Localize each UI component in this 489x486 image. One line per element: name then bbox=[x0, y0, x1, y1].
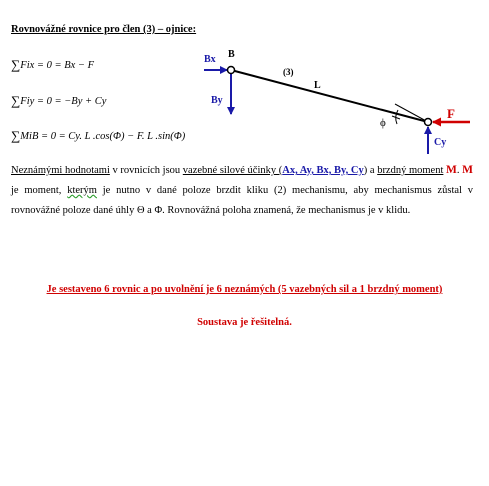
equation-text: Fiy = 0 = −By + Cy bbox=[20, 96, 107, 107]
text-spellcheck: kterým bbox=[67, 185, 97, 196]
sigma-symbol: ∑ bbox=[11, 57, 21, 72]
moment-symbol: M bbox=[446, 164, 457, 176]
sigma-symbol: ∑ bbox=[11, 128, 21, 143]
text-underlined: brzdný moment bbox=[377, 165, 444, 176]
text-run: je nutno v dané poloze brzdit kliku (2) mechanismu, aby mechanismus zůstal v rovnovážné poloze dané úhly Θ a Φ. Rovnovážná poloha znamená, že mechanismus je v klidu. bbox=[11, 185, 473, 216]
joint-c bbox=[425, 119, 432, 126]
text-run: je moment, bbox=[11, 185, 68, 196]
equation-sum-fx bbox=[11, 56, 94, 72]
label-bx: Bx bbox=[204, 54, 216, 65]
label-phi: ϕ bbox=[380, 117, 386, 129]
connecting-rod-line bbox=[231, 70, 428, 122]
sigma-symbol: ∑ bbox=[11, 93, 21, 108]
angle-reference-line bbox=[395, 104, 428, 122]
label-f: F bbox=[447, 106, 455, 121]
free-body-diagram bbox=[190, 44, 480, 156]
label-cy: Cy bbox=[434, 137, 447, 148]
text-underlined: vazebné silové účinky ( bbox=[182, 165, 283, 176]
equation-text: Fix = 0 = Bx − F bbox=[20, 60, 95, 71]
joint-b bbox=[228, 67, 235, 74]
label-by: By bbox=[211, 95, 223, 106]
label-b: B bbox=[228, 49, 235, 60]
explanation-paragraph bbox=[11, 160, 473, 221]
text-run: v rovnicích jsou bbox=[109, 165, 183, 176]
unknown-forces-list: Ax, Ay, Bx, By, Cy bbox=[282, 165, 364, 176]
text-underlined: Neznámými hodnotami bbox=[11, 165, 110, 176]
equation-sum-mb bbox=[11, 127, 185, 143]
text-run: ) a bbox=[363, 165, 378, 176]
label-member: (3) bbox=[283, 67, 294, 77]
text-run: . bbox=[456, 165, 463, 176]
equation-sum-fy bbox=[11, 92, 106, 108]
label-l: L bbox=[314, 80, 321, 91]
conclusion-solvable: Soustava je řešitelná. bbox=[197, 317, 292, 328]
conclusion-equations-count: Je sestaveno 6 rovnic a po uvolnění je 6 neznámých (5 vazebných sil a 1 brzdný moment) bbox=[46, 284, 443, 295]
equation-text: MiB = 0 = Cy. L .cos(Φ) − F. L .sin(Φ) bbox=[20, 131, 186, 142]
section-title: Rovnovážné rovnice pro člen (3) – ojnice: bbox=[11, 24, 197, 35]
moment-symbol: M bbox=[462, 164, 474, 176]
